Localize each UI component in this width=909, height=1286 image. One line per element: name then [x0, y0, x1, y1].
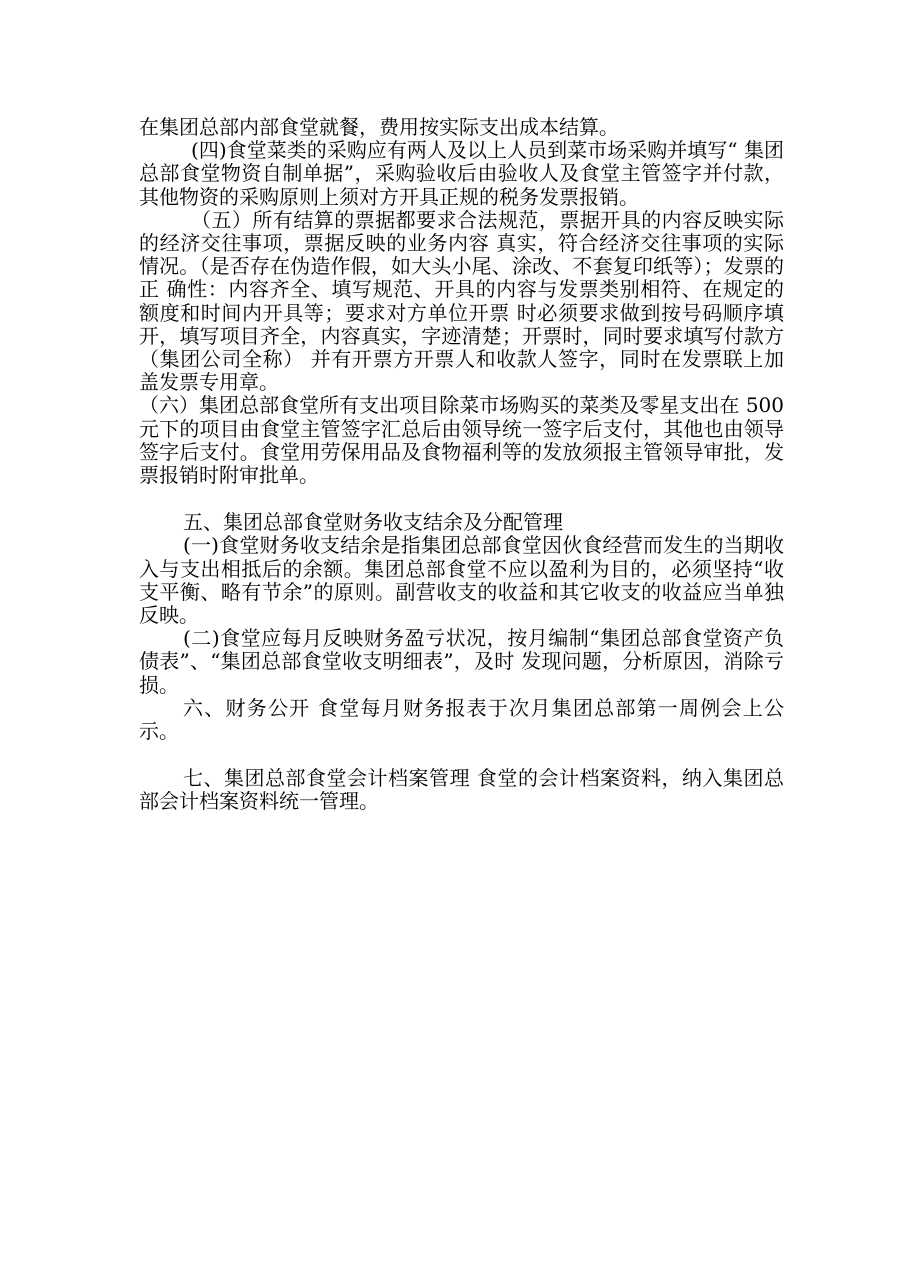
section-7-archive-management: 七、集团总部食堂会计档案管理 食堂的会计档案资料，纳入集团总部会计档案资料统一管理。: [139, 766, 784, 814]
paragraph-item-6-payments: （六）集团总部食堂所有支出项目除菜市场购买的菜类及零星支出在 500 元下的项目由食堂主管签字汇总后由领导统一签字后支付，其他也由领导签字后支付。食堂用劳保用品及食物福利等的发放须报主管领导审批，发 票报销时附审批单。: [139, 393, 784, 488]
paragraph-gap: [139, 487, 784, 511]
paragraph-item-5-invoices: （五）所有结算的票据都要求合法规范，票据开具的内容反映实际的经济交往事项，票据反映的业务内容 真实，符合经济交往事项的实际情况。（是否存在伪造作假，如大头小尾、涂改、不套复印纸等）；发票的正 确性：内容齐全、填写规范、开具的内容与发票类别相符、在规定的额度和时间内开具等；要求对方单位开票 时必须要求做到按号码顺序填开，填写项目齐全，内容真实，字迹清楚；开票时，同时要求填写付款方（集团公司全称） 并有开票方开票人和收款人签字，同时在发票联上加盖发票专用章。: [139, 207, 784, 395]
section-heading-5: 五、集团总部食堂财务收支结余及分配管理: [183, 510, 563, 535]
section-6-financial-disclosure: 六、财务公开 食堂每月财务报表于次月集团总部第一周例会上公示。: [139, 695, 784, 744]
paragraph-item-2-monthly-report: (二)食堂应每月反映财务盈亏状况，按月编制“集团总部食堂资产负债表”、“集团总部食堂收支明细表”，及时 发现问题，分析原因，消除亏损。: [139, 626, 784, 697]
paragraph-gap: [139, 743, 784, 767]
paragraph-item-1-balance: (一)食堂财务收支结余是指集团总部食堂因伙食经营而发生的当期收入与支出相抵后的余额。集团总部食堂不应以盈利为目的，必须坚持“收支平衡、略有节余”的原则。副营收支的收益和其它收支的收益应当单独反映。: [139, 533, 784, 628]
paragraph-settlement: 在集团总部内部食堂就餐，费用按实际支出成本结算。: [139, 115, 619, 139]
paragraph-item-4-purchasing: (四)食堂菜类的采购应有两人及以上人员到菜市场采购并填写“ 集团总部食堂物资自制单据”，采购验收后由验收人及食堂主管签字并付款，其他物资的采购原则上须对方开具正规的税务发票报销。: [139, 138, 784, 209]
document-body: [139, 116, 784, 814]
